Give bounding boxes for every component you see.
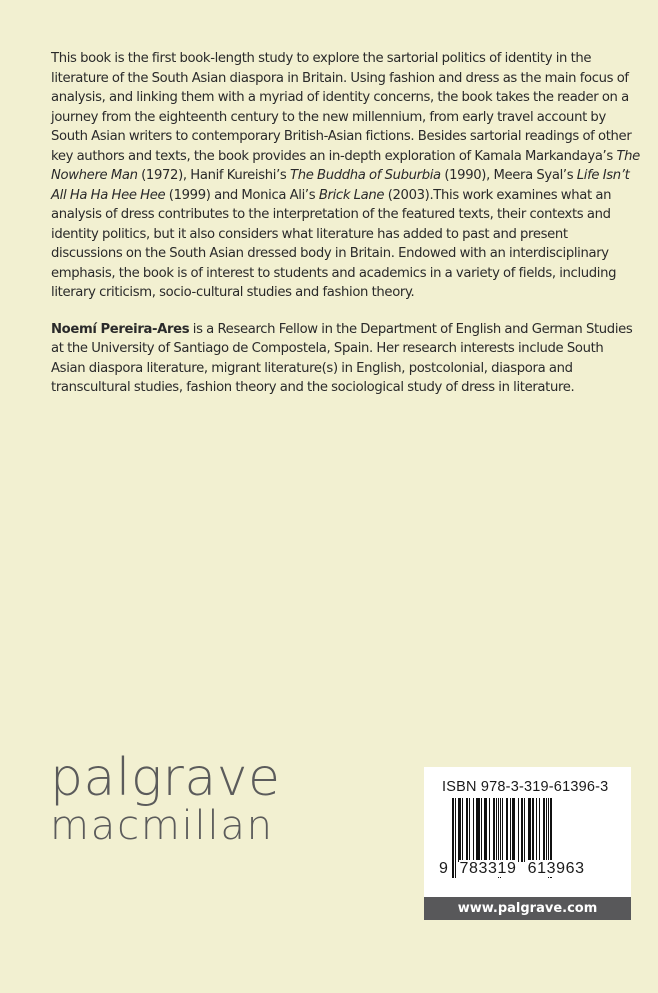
barcode-digits: 9 783319 613963: [439, 860, 585, 877]
author-bio: Noemí Pereira-Ares is a Research Fellow in the Department of English and German Studies at the University of Santiago de Compostela, Spain. Her research interests include South Asian diaspora literature, migrant literature(s) in English, postcolonial, diaspora and transcultural studies, fashion theory and the sociological study of dress in literature.: [51, 321, 633, 395]
title-life-isnt-all-ha-ha-hee-hee: Life Isn’t All Ha Ha Hee Hee: [51, 168, 630, 203]
publisher-url: www.palgrave.com: [424, 897, 631, 920]
back-cover-text: [51, 49, 641, 398]
publisher-logo: [50, 748, 281, 849]
isbn-barcode-block: [424, 767, 631, 920]
title-the-nowhere-man: The Nowhere Man: [51, 148, 640, 183]
title-brick-lane: Brick Lane: [318, 187, 385, 203]
logo-palgrave: palgrave: [50, 748, 281, 808]
book-description: This book is the first book-length study to explore the sartorial politics of identity in the literature of the South Asian diaspora in Britain. Using fashion and dress as the main focus of analysis, and linking them with a myriad of identity concerns, the book takes the reader on a journey from the eighteenth century to the new millennium, from early travel account by South Asian writers to contemporary British-Asian fictions. Besides sartorial readings of other key authors and texts, the book provides an in-depth exploration of Kamala Markandaya’s The Nowhere Man (1972), Hanif Kureishi’s The Buddha of Suburbia (1990), Meera Syal’s Life Isn’t All Ha Ha Hee Hee (1999) and Monica Ali’s Brick Lane (2003).This work examines what an analysis of dress contributes to the interpretation of the featured texts, their contexts and identity politics, but it also considers what literature has added to past and present discussions on the South Asian dressed body in Britain. Endowed with an interdisciplinary emphasis, the book is of interest to students and academics in a variety of fields, including literary criticism, socio-cultural studies and fashion theory.: [51, 51, 640, 300]
title-buddha-of-suburbia: The Buddha of Suburbia: [289, 168, 441, 183]
author-name: Noemí Pereira-Ares: [51, 321, 190, 337]
isbn-label: ISBN 978-3-319-61396-3: [442, 779, 609, 795]
logo-macmillan: macmillan: [50, 803, 274, 849]
